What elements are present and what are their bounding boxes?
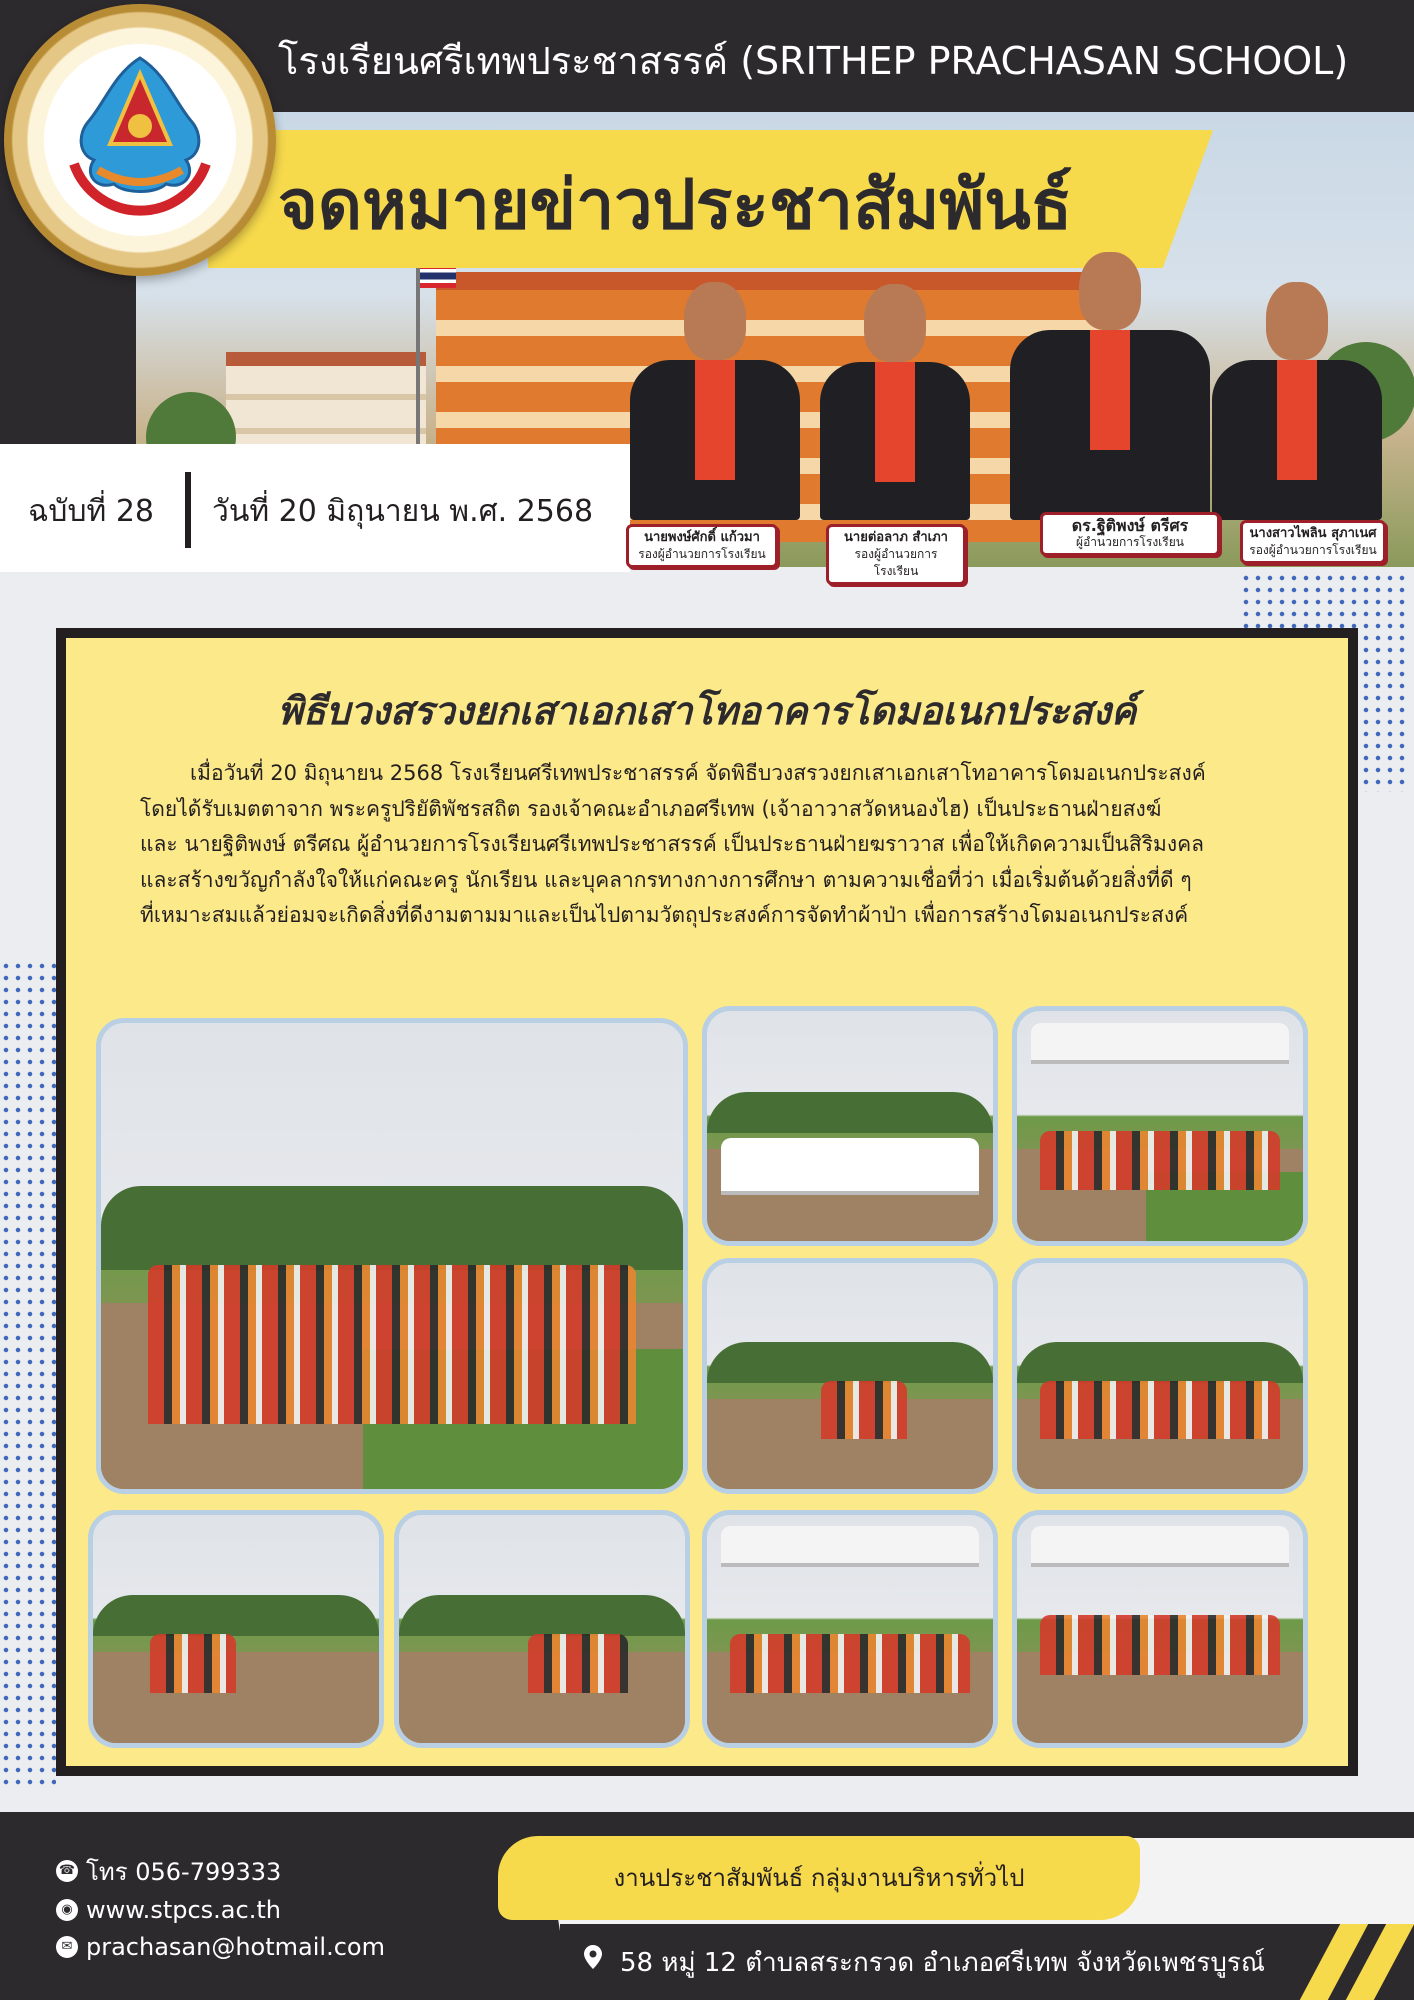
- staff-card: [1240, 520, 1386, 564]
- article-body: [140, 756, 1320, 934]
- mail-icon: ✉: [56, 1936, 78, 1958]
- contact-email[interactable]: [56, 1932, 385, 1962]
- ceremony-photo: [88, 1510, 384, 1748]
- school-address: 58 หมู่ 12 ตำบลสระกรวด อำเภอศรีเทพ จังหวัดเพชรบูรณ์: [620, 1948, 1265, 1978]
- issue-number: ฉบับที่ 28: [28, 494, 155, 529]
- staff-card: [826, 524, 966, 585]
- article-line: และสร้างขวัญกำลังใจให้แก่คณะครู นักเรียน และบุคลากรทางกางการศึกษา ตามความเชื่อที่ว่า เมื่อเริ่มต้นด้วยสิ่งที่ดี ๆ: [140, 867, 1192, 892]
- staff-name: ดร.ฐิติพงษ์ ตรีศร: [1071, 516, 1189, 535]
- ceremony-photo: [1012, 1258, 1308, 1494]
- logo-emblem: [44, 44, 236, 236]
- staff-card: [626, 524, 778, 568]
- staff-photo: [1212, 360, 1382, 520]
- issue-divider: [185, 472, 191, 548]
- contact-phone: [56, 1856, 281, 1886]
- staff-role: รองผู้อำนวยการโรงเรียน: [638, 547, 766, 561]
- ceremony-photo: [394, 1510, 690, 1748]
- issue-date: วันที่ 20 มิถุนายน พ.ศ. 2568: [212, 494, 594, 529]
- contact-website[interactable]: [56, 1895, 281, 1925]
- ceremony-photo: [1012, 1006, 1308, 1246]
- article-title: พิธีบวงสรวงยกเสาเอกเสาโทอาคารโดมอเนกประสงค์: [277, 689, 1137, 733]
- article-line: เมื่อวันที่ 20 มิถุนายน 2568 โรงเรียนศรีเทพประชาสรรค์ จัดพิธีบวงสรวงยกเสาเอกเสาโทอาคารโดมอเนกประสงค์: [190, 761, 1206, 785]
- website-link[interactable]: www.stpcs.ac.th: [86, 1896, 281, 1924]
- ceremony-photo: [702, 1006, 998, 1246]
- staff-name: นายพงษ์ศักดิ์ แก้วมา: [644, 530, 760, 545]
- phone-number: โทร 056-799333: [86, 1857, 282, 1886]
- phone-icon: ☎: [56, 1860, 78, 1882]
- department-label: งานประชาสัมพันธ์ กลุ่มงานบริหารทั่วไป: [613, 1864, 1025, 1892]
- email-link[interactable]: prachasan@hotmail.com: [86, 1933, 385, 1961]
- newsletter-title: จดหมายข่าวประชาสัมพันธ์: [278, 166, 1073, 245]
- ceremony-photo: [702, 1258, 998, 1494]
- staff-photo: [820, 362, 970, 520]
- article-line: ที่เหมาะสมแล้วย่อมจะเกิดสิ่งที่ดีงามตามมาและเป็นไปตามวัตถุประสงค์การจัดทำผ้าป่า เพื่อการสร้างโดมอเนกประสงค์: [140, 903, 1189, 927]
- staff-role: ผู้อำนวยการโรงเรียน: [1076, 535, 1184, 549]
- staff-photo: [630, 360, 800, 520]
- staff-name: นายต่อลาภ สำเภา: [844, 530, 948, 545]
- ceremony-photo: [1012, 1510, 1308, 1748]
- staff-role: รองผู้อำนวยการโรงเรียน: [854, 547, 938, 578]
- staff-name: นางสาวไพลิน สุภาเนศ: [1249, 526, 1377, 541]
- ceremony-photo: [702, 1510, 998, 1748]
- school-name: โรงเรียนศรีเทพประชาสรรค์ (SRITHEP PRACHASAN SCHOOL): [278, 39, 1349, 83]
- article-line: โดยได้รับเมตตาจาก พระครูปริยัติพัชรสถิต รองเจ้าคณะอำเภอศรีเทพ (เจ้าอาวาสวัดหนองไฮ) เป็นประธานฝ่ายสงฆ์: [140, 796, 1162, 821]
- ceremony-group-photo: [96, 1018, 688, 1494]
- school-emblem-icon: [44, 44, 236, 236]
- map-pin-icon: [584, 1945, 602, 1969]
- staff-role: รองผู้อำนวยการโรงเรียน: [1249, 543, 1377, 557]
- staff-photo: [1010, 330, 1210, 520]
- globe-icon: ◉: [56, 1899, 78, 1921]
- article-line: และ นายฐิติพงษ์ ตรีศณ ผู้อำนวยการโรงเรียนศรีเทพประชาสรรค์ เป็นประธานฝ่ายฆราวาส เพื่อให้เกิดความเป็นสิริมงคล: [140, 832, 1204, 856]
- decorative-dots: [0, 960, 56, 1790]
- staff-card-director: [1040, 512, 1220, 556]
- school-logo: [4, 4, 276, 276]
